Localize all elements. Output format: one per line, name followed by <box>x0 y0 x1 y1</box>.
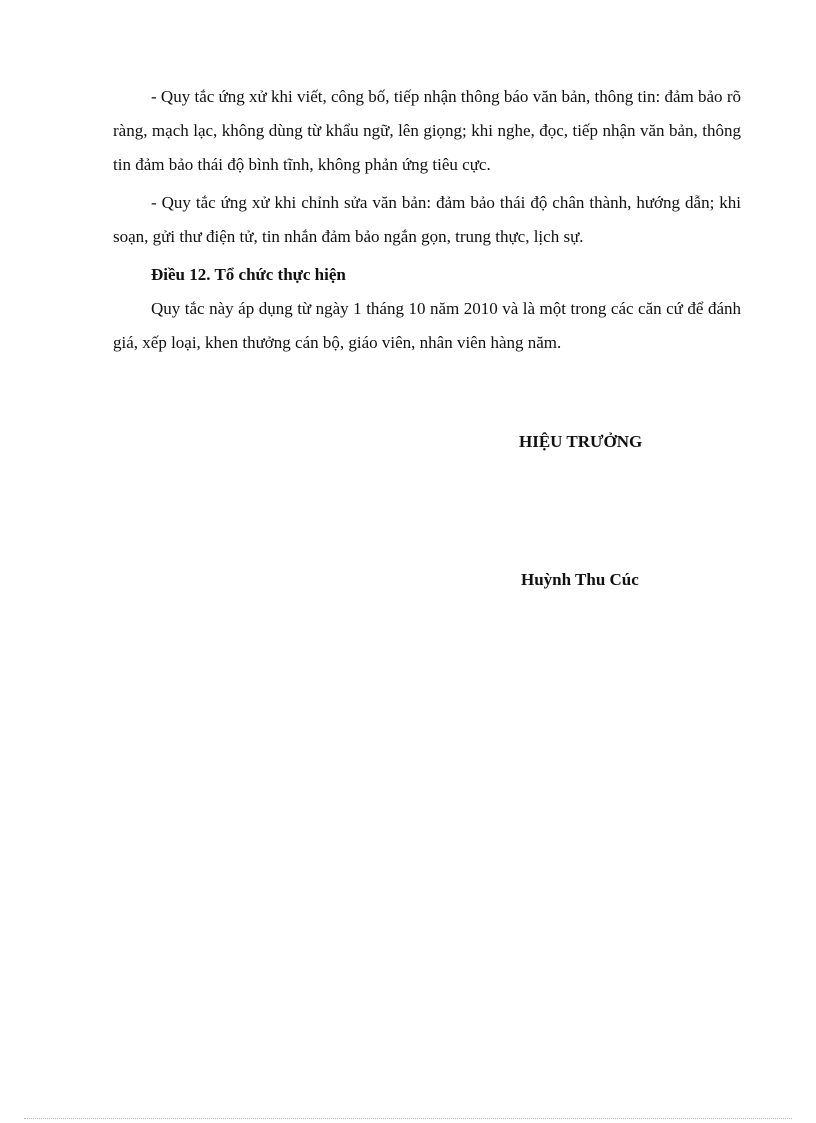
signature-block <box>519 425 739 597</box>
paragraph-writing-rules: - Quy tắc ứng xử khi viết, công bố, tiếp nhận thông báo văn bản, thông tin: đảm bảo rõ ràng, mạch lạc, không dùng từ khẩu ngữ, lên giọng; khi nghe, đọc, tiếp nhận văn bản, thông tin đảm bảo thái độ bình tĩnh, không phản ứng tiêu cực. <box>113 87 741 174</box>
article-body: Quy tắc này áp dụng từ ngày 1 tháng 10 năm 2010 và là một trong các căn cứ để đánh giá, xếp loại, khen thưởng cán bộ, giáo viên, nhân viên hàng năm. <box>113 299 741 352</box>
signature-title: HIỆU TRƯỞNG <box>519 432 643 451</box>
paragraph-editing-rules: - Quy tắc ứng xử khi chỉnh sửa văn bản: đảm bảo thái độ chân thành, hướng dẫn; khi soạn, gửi thư điện tử, tin nhắn đảm bảo ngắn gọn, trung thực, lịch sự. <box>113 193 741 246</box>
signature-name: Huỳnh Thu Cúc <box>521 570 639 589</box>
document-body <box>113 80 741 360</box>
page-bottom-divider <box>24 1118 792 1119</box>
article-heading: Điều 12. Tổ chức thực hiện <box>151 265 346 284</box>
